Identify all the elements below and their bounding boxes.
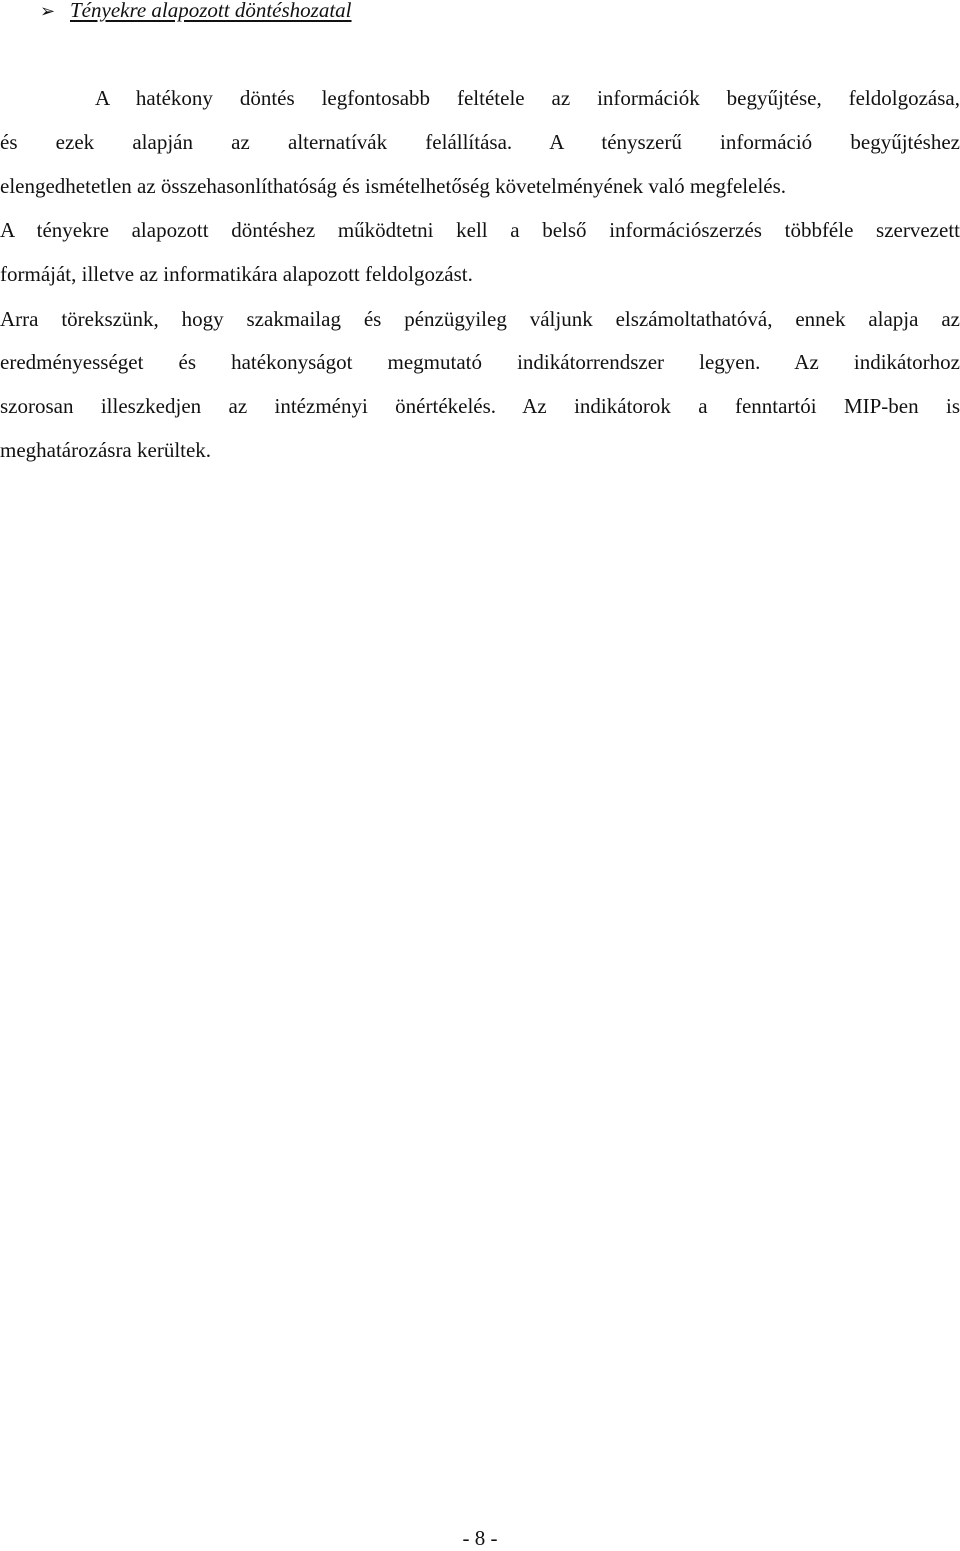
paragraph-line: Arra törekszünk, hogy szakmailag és pénzügyileg váljunk elszámoltathatóvá, ennek alapja az — [0, 307, 960, 331]
paragraph-line: A tényekre alapozott döntéshez működtetni kell a belső információszerzés többféle szervezett — [0, 218, 960, 242]
paragraph-line: A hatékony döntés legfontosabb feltétele az információk begyűjtése, feldolgozása, — [95, 86, 960, 110]
paragraph-line: meghatározásra kerültek. — [0, 438, 212, 462]
paragraph-line: és ezek alapján az alternatívák felállítása. A tényszerű információ begyűjtéshez — [0, 130, 960, 154]
arrowhead-bullet-icon: ➢ — [40, 1, 56, 21]
paragraph-line: elengedhetetlen az összehasonlíthatóság és ismételhetőség követelményének való megfelelés. — [0, 174, 787, 198]
paragraph-line: szorosan illeszkedjen az intézményi önértékelés. Az indikátorok a fenntartói MIP-ben is — [0, 394, 960, 418]
paragraph-line: formáját, illetve az informatikára alapozott feldolgozást. — [0, 262, 473, 286]
heading-title: Tényekre alapozott döntéshozatal — [70, 0, 352, 22]
page-number: - 8 - — [462, 1526, 498, 1550]
paragraph-line: eredményességet és hatékonyságot megmutató indikátorrendszer legyen. Az indikátorhoz — [0, 350, 960, 374]
section-heading — [0, 0, 352, 23]
